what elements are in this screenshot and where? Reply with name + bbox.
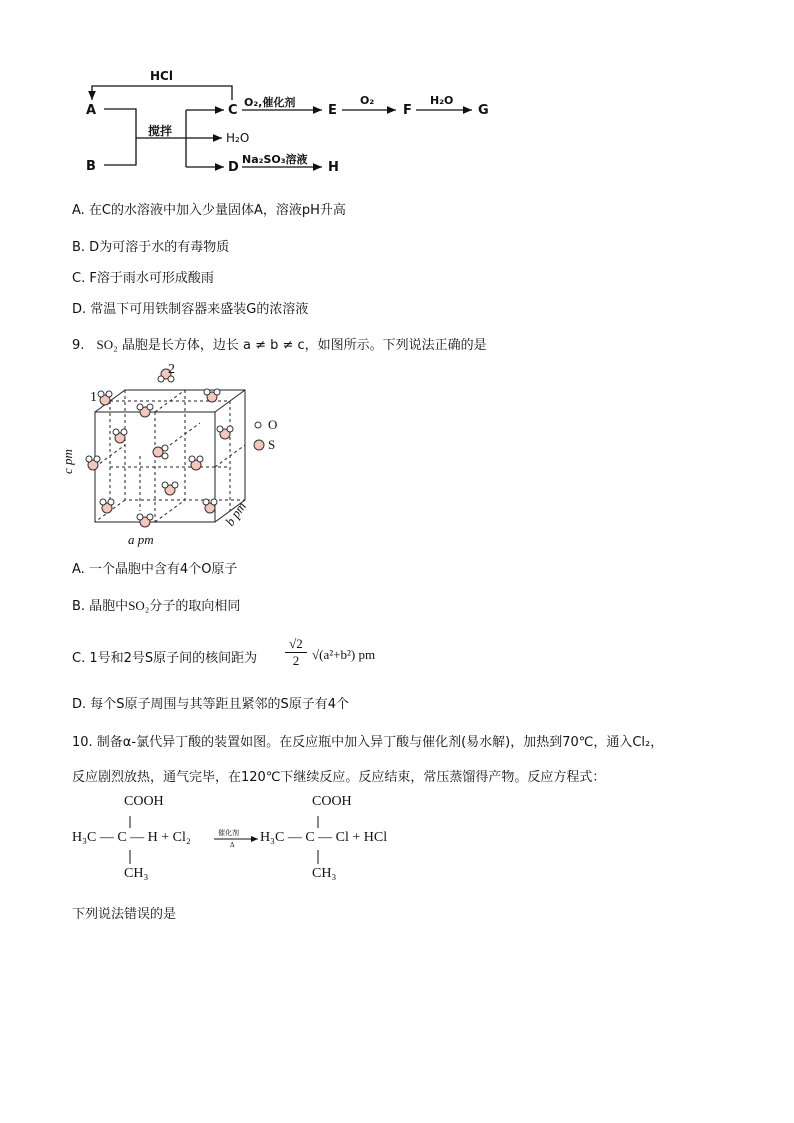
q9-option-b-formula: SO₂ <box>128 598 150 613</box>
atom-label-2: 2 <box>168 362 175 377</box>
axis-a-label: a pm <box>128 532 154 547</box>
q9-option-b <box>72 595 240 614</box>
so2-molecules <box>86 369 233 527</box>
q10-question: 下列说法错误的是 <box>72 907 177 922</box>
cell-inner-grid <box>95 390 245 522</box>
so2-unit-cell-figure <box>60 362 300 552</box>
stir-label: 搅拌 <box>148 124 173 138</box>
node-d: D <box>228 160 239 175</box>
node-e: E <box>328 103 337 118</box>
catalyst-label: 催化剂 <box>218 829 239 837</box>
q8-option-d: D. 常温下可用铁制容器来盛装G的浓溶液 <box>72 302 309 317</box>
cell-back-edges <box>95 390 245 522</box>
node-h: H <box>328 160 339 175</box>
ch3-right: CH₃ <box>312 866 337 881</box>
q9-option-d: D. 每个S原子周围与其等距且紧邻的S原子有4个 <box>72 697 350 712</box>
ch3-left: CH₃ <box>124 866 149 881</box>
q9-option-c-prefix: C. 1号和2号S原子间的核间距为 <box>72 651 258 666</box>
q9-stem-text: 晶胞是长方体，边长 a ≠ b ≠ c，如图所示。下列说法正确的是 <box>121 338 487 353</box>
e-to-f-label: O₂ <box>360 94 375 107</box>
node-c: C <box>228 103 238 118</box>
fraction-numerator: √2 <box>285 636 307 653</box>
q9-stem <box>72 334 487 353</box>
q9-option-c-fraction <box>285 636 307 669</box>
axis-b-label: b pm <box>222 498 249 529</box>
node-b: B <box>86 159 96 174</box>
heat-label: Δ <box>230 841 235 849</box>
legend-o-label: O <box>268 417 278 432</box>
fraction-denominator: 2 <box>292 653 300 668</box>
reaction-equation <box>72 794 412 889</box>
hcl-label: HCl <box>150 69 173 83</box>
legend-o-marker <box>255 422 261 428</box>
legend-s-marker <box>254 440 264 450</box>
legend-s-label: S <box>268 437 276 452</box>
q9-option-c-root: √(a²+b²) pm <box>312 647 376 662</box>
d-to-h-label: Na₂SO₃溶液 <box>242 153 308 166</box>
reaction-flowchart <box>70 62 530 182</box>
q10-line-2: 反应剧烈放热，通气完毕，在120℃下继续反应。反应结束，常压蒸馏得产物。反应方程式： <box>72 770 606 785</box>
f-to-g-label: H₂O <box>430 94 454 107</box>
q9-formula: SO₂ <box>96 337 118 352</box>
left-main: H₃C — C — H + Cl₂ <box>72 830 191 845</box>
q8-option-b: B. D为可溶于水的有毒物质 <box>72 240 230 255</box>
q9-option-b-suffix: 分子的取向相同 <box>149 599 241 614</box>
cooh-right: COOH <box>312 794 352 809</box>
node-g: G <box>478 103 489 118</box>
cell-hidden-edges <box>95 390 245 522</box>
q9-number: 9. <box>72 338 85 353</box>
a-b-bracket <box>104 109 136 165</box>
cooh-left: COOH <box>124 794 164 809</box>
hcl-return-arrow <box>92 86 232 100</box>
node-a: A <box>86 103 97 118</box>
q8-option-c: C. F溶于雨水可形成酸雨 <box>72 271 214 286</box>
axis-c-label: c pm <box>60 449 75 474</box>
c-to-e-label: O₂,催化剂 <box>244 96 296 109</box>
node-f: F <box>403 103 412 118</box>
q9-option-b-prefix: B. 晶胞中 <box>72 599 129 614</box>
atom-label-1: 1 <box>90 390 97 405</box>
right-main: H₃C — C — Cl + HCl <box>260 830 388 845</box>
q8-option-a: A. 在C的水溶液中加入少量固体A，溶液pH升高 <box>72 203 346 218</box>
q10-line-1: 10. 制备α-氯代异丁酸的装置如图。在反应瓶中加入异丁酸与催化剂(易水解)，加热到70℃，通入Cl₂， <box>72 735 664 750</box>
water-output: H₂O <box>226 131 250 145</box>
q9-option-a: A. 一个晶胞中含有4个O原子 <box>72 562 238 577</box>
